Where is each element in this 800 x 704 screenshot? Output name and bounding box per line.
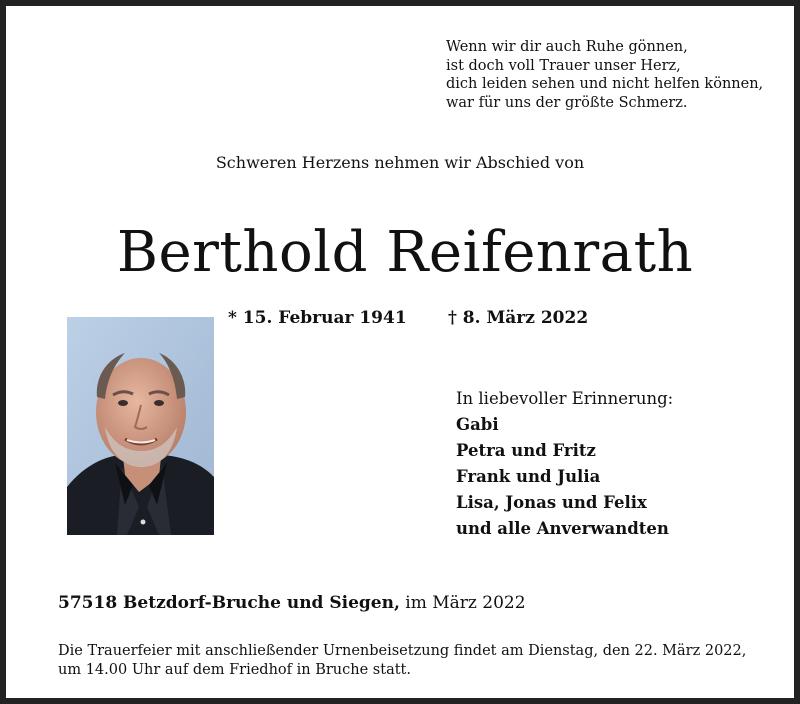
funeral-notice: [58, 642, 746, 679]
mourners-heading: In liebevoller Erinnerung:: [456, 389, 674, 408]
mourner-name: und alle Anverwandten: [456, 519, 669, 538]
poem-line: dich leiden sehen und nicht helfen können,: [446, 76, 764, 92]
mourner-name: Petra und Fritz: [456, 441, 596, 460]
poem: [446, 38, 763, 112]
death-date: † 8. März 2022: [448, 308, 589, 328]
mourner-name: Gabi: [456, 415, 499, 434]
deceased-name: Berthold Reifenrath: [116, 220, 694, 285]
intro-text: Schweren Herzens nehmen wir Abschied von: [215, 153, 585, 172]
mourner-name: Frank und Julia: [456, 467, 601, 486]
poem-line: ist doch voll Trauer unser Herz,: [446, 57, 681, 74]
poem-line: Wenn wir dir auch Ruhe gönnen,: [446, 39, 688, 55]
place-date: im März 2022: [405, 593, 526, 613]
notice-line: um 14.00 Uhr auf dem Friedhof in Bruche statt.: [58, 661, 411, 678]
mourner-name: Lisa, Jonas und Felix: [456, 493, 647, 512]
place-and-date: [58, 593, 526, 613]
portrait-photo: [67, 317, 214, 535]
mourners-list: [456, 386, 673, 542]
poem-line: war für uns der größte Schmerz.: [446, 94, 688, 111]
place-location: 57518 Betzdorf-Bruche und Siegen,: [58, 593, 400, 613]
notice-line: Die Trauerfeier mit anschließender Urnenbeisetzung findet am Dienstag, den 22. März 2022,: [58, 643, 747, 659]
birth-date: * 15. Februar 1941: [228, 308, 407, 328]
